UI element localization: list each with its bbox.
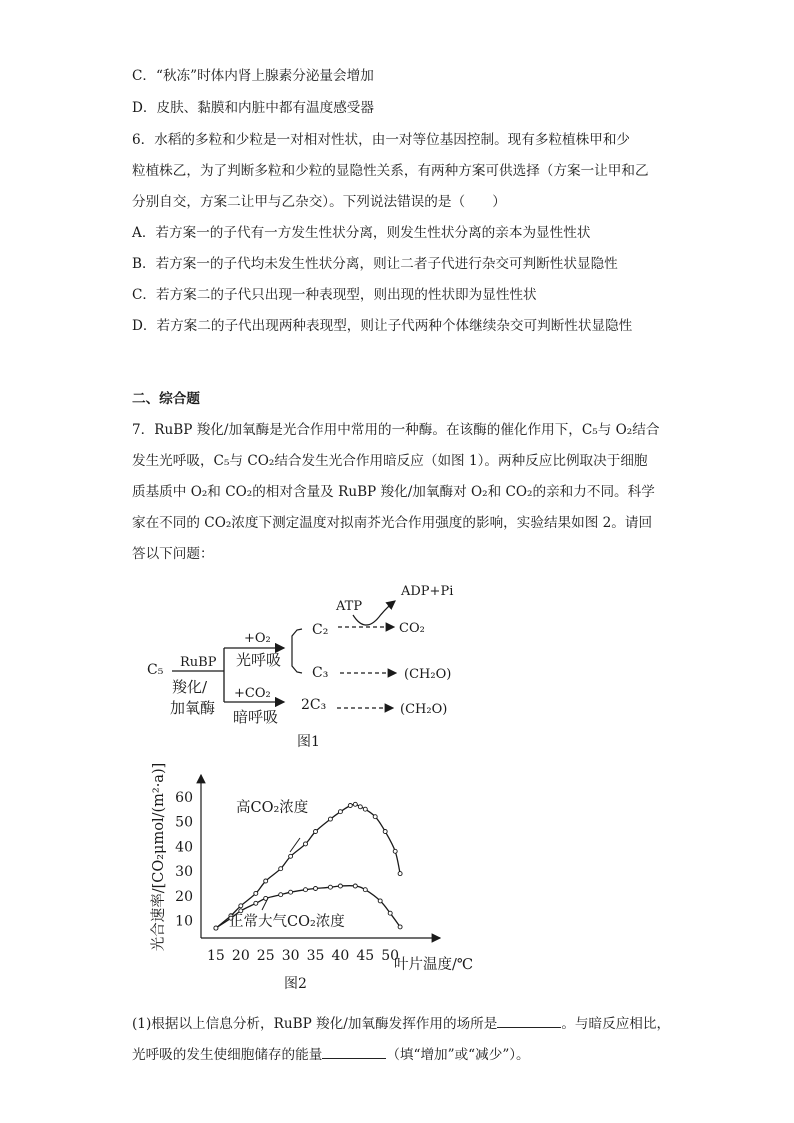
data-point [254,901,258,905]
data-point [279,867,283,871]
q6-option-a: A．若方案一的子代有一方发生性状分离，则发生性状分离的亲本为显性性状 [132,225,591,241]
figure-1-diagram [0,570,794,755]
data-point [348,804,352,808]
x-tick-label: 15 [207,948,225,964]
q6-option-b: B．若方案一的子代均未发生性状分离，则让二者子代进行杂交可判断性状显隐性 [132,256,618,272]
data-point [314,887,318,891]
q6-stem-line-2: 粒植株乙，为了判断多粒和少粒的显隐性关系，有两种方案可供选择（方案一让甲和乙 [132,163,649,179]
data-point [363,888,367,892]
photorespiration-label: 光呼吸 [236,651,282,669]
answer-blank-energy[interactable] [322,1044,386,1059]
two-c3-label: 2C₃ [301,697,327,713]
y-tick-labels [175,790,193,930]
data-point [373,815,377,819]
ch2o-label-2: (CH₂O) [400,702,448,717]
data-point [363,807,367,811]
q7-stem-line-5: 答以下问题： [132,546,214,562]
q7-sub1-text-a: (1)根据以上信息分析，RuBP 羧化/加氧酶发挥作用的场所是 [132,1016,498,1032]
data-point [254,891,258,895]
data-point [353,802,357,806]
data-point [239,904,243,908]
series-label-high-co2: 高CO₂浓度 [236,800,309,816]
data-point [214,926,218,930]
enzyme-label-1: 羧化/ [172,678,208,696]
q7-sub1-line-2 [132,1044,530,1065]
q7-stem-line-1: 7．RuBP 羧化/加氧酶是光合作用中常用的一种酶。在该酶的催化作用下，C₅与 O₂结合 [132,422,660,438]
y-tick-label: 20 [175,888,193,905]
x-tick-label: 35 [306,948,325,964]
x-tick-label: 50 [381,948,400,964]
data-point [338,884,342,888]
data-point [378,899,382,903]
c2-label: C₂ [312,622,329,638]
answer-blank-site[interactable] [497,1013,561,1028]
x-axis-label: 叶片温度/℃ [394,957,474,973]
figure-2-chart [0,760,794,1000]
q6-option-d: D．若方案二的子代出现两种表现型，则让子代两种个体继续杂交可判断性状显隐性 [132,318,633,334]
data-point [304,888,308,892]
c5-label: C₅ [147,662,164,678]
x-tick-label: 45 [356,948,375,964]
data-point [304,842,308,846]
rubp-label: RuBP [180,655,217,670]
q5-option-d: D．皮肤、黏膜和内脏中都有温度感受器 [132,100,374,116]
data-point [239,909,243,913]
data-point [328,885,332,889]
enzyme-label-2: 加氧酶 [170,699,216,717]
data-point [383,830,387,834]
plus-co2-label: +CO₂ [234,686,271,701]
q7-sub1-text-c: 光呼吸的发生使细胞储存的能量 [132,1047,323,1063]
split-bracket [292,629,302,673]
x-tick-label: 25 [256,948,275,964]
data-point [289,854,293,858]
q7-sub1-text-d: （填“增加”或“减少”）。 [386,1047,530,1063]
y-tick-label: 50 [175,814,193,831]
q7-sub1-line-1 [132,1013,670,1034]
data-point [398,872,402,876]
adp-pi-label: ADP+Pi [401,584,454,599]
q7-stem-line-4: 家在不同的 CO₂浓度下测定温度对拟南芥光合作用强度的影响，实验结果如图 2。请回 [132,515,653,531]
x-tick-label: 20 [231,948,250,964]
c3-label: C₃ [312,665,329,681]
x-tick-labels [207,948,399,964]
y-tick-label: 60 [175,789,193,806]
series-label-normal-co2: 正常大气CO₂浓度 [229,914,345,930]
q6-stem-line-3: 分别自交，方案二让甲与乙杂交）。下列说法错误的是（ ） [132,194,506,210]
y-tick-label: 30 [175,864,193,881]
co2-product-label: CO₂ [399,621,425,636]
x-tick-label: 40 [331,948,350,964]
q7-stem-line-3: 质基质中 O₂和 CO₂的相对含量及 RuBP 羧化/加氧酶对 O₂和 CO₂的亲和力不同。科学 [132,484,655,500]
figure-1-caption: 图1 [297,734,320,750]
data-point [328,817,332,821]
data-point [279,893,283,897]
dark-respiration-label: 暗呼吸 [233,708,279,726]
data-point [358,805,362,809]
q5-option-c: C．“秋冻”时体内肾上腺素分泌量会增加 [132,68,374,84]
y-axis-label: 光合速率/[CO₂μmol/(m²·a)] [151,762,167,952]
series-lines [214,802,402,930]
y-tick-label: 40 [175,839,193,856]
data-point [353,884,357,888]
ch2o-label-1: (CH₂O) [404,667,452,682]
data-point [314,830,318,834]
data-point [388,911,392,915]
section-heading: 二、综合题 [132,391,200,407]
y-tick-label: 10 [175,913,193,930]
q7-stem-line-2: 发生光呼吸，C₅与 CO₂结合发生光合作用暗反应（如图 1）。两种反应比例取决于细胞 [132,453,648,469]
atp-label: ATP [336,599,363,614]
q6-stem-line-1: 6．水稻的多粒和少粒是一对相对性状，由一对等位基因控制。现有多粒植株甲和少 [132,132,631,148]
data-point [338,810,342,814]
data-point [289,890,293,894]
figure-2-caption: 图2 [284,976,307,992]
plus-o2-label: +O₂ [244,631,271,646]
q7-sub1-text-b: 。与暗反应相比， [561,1016,671,1032]
data-point [398,925,402,929]
data-point [393,849,397,853]
x-tick-label: 30 [281,948,300,964]
data-point [264,879,268,883]
q6-option-c: C．若方案二的子代只出现一种表现型，则出现的性状即为显性性状 [132,287,537,303]
